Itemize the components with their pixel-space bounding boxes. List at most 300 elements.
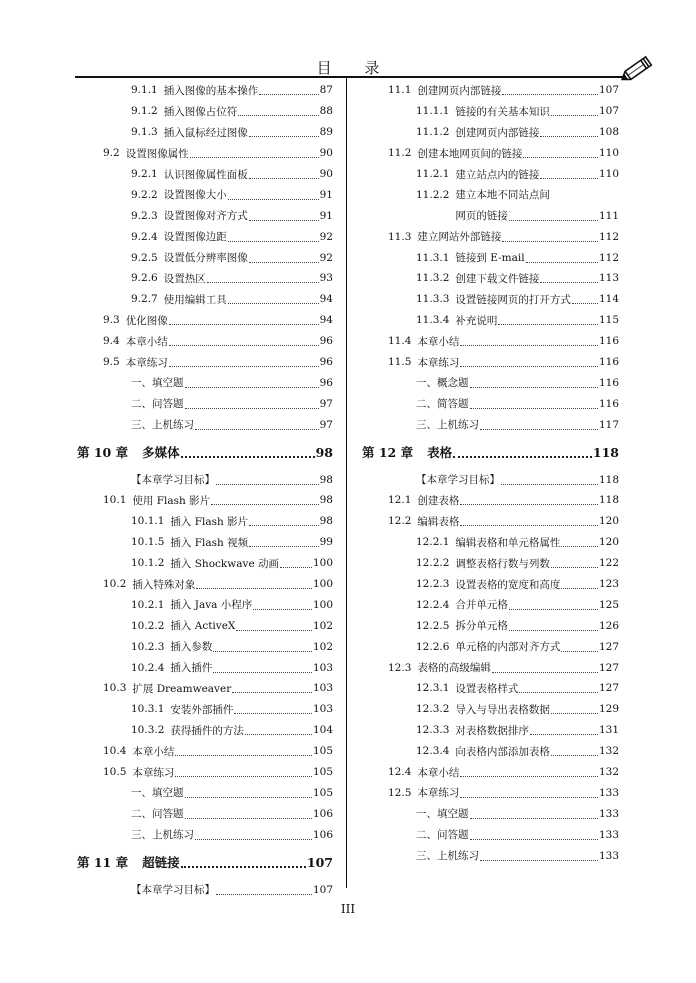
toc-entry[interactable] [77,657,333,678]
toc-entry-title: 合并单元格 [455,599,508,612]
toc-entry-title: 创建表格 [417,494,460,507]
dot-leader [249,261,319,263]
toc-entry-title: 拆分单元格 [455,620,508,633]
toc-entry[interactable] [77,205,333,226]
toc-entry[interactable] [77,469,333,490]
toc-entry-number: 第 10 章 [77,445,129,461]
toc-entry-title: 本章练习 [132,766,175,779]
toc-entry-page: 127 [598,640,619,653]
toc-entry[interactable] [77,824,333,845]
toc-entry[interactable] [362,657,619,678]
toc-entry-title: 二、问答题 [131,398,184,411]
dot-leader [526,261,598,263]
dot-leader [509,608,598,610]
toc-entry[interactable] [77,574,333,595]
toc-chapter-entry[interactable] [362,435,619,469]
toc-entry-number: 9.2.1 [131,168,158,180]
toc-entry[interactable] [362,469,619,490]
dot-leader [228,240,319,242]
toc-entry-number: 9.2.4 [131,230,158,243]
toc-entry-number: 9.2 [103,147,120,160]
toc-entry[interactable] [362,636,619,657]
toc-entry-number: 9.1.3 [131,126,158,139]
dot-leader [211,503,319,505]
toc-entry[interactable] [362,594,619,615]
dot-leader [540,281,598,283]
toc-entry-number: 11.3.4 [416,314,450,327]
toc-entry-title: 本章练习 [125,356,168,369]
toc-entry[interactable] [362,615,619,636]
dot-leader [460,503,598,505]
dot-leader [519,691,598,693]
dot-leader [253,608,312,610]
toc-entry[interactable] [77,122,333,143]
toc-entry-title: 插入鼠标经过图像 [163,126,248,139]
toc-entry-page: 115 [598,314,619,327]
toc-entry-number: 12.5 [388,786,412,799]
dot-leader [280,566,312,568]
toc-entry-number: 10.3.2 [131,724,165,737]
toc-entry-page: 90 [319,168,333,180]
toc-entry-number: 9.2.2 [131,188,158,201]
toc-entry-page: 103 [312,661,333,674]
toc-entry-title: 本章小结 [132,745,175,758]
dot-leader [460,524,598,526]
toc-entry-number: 11.3.1 [416,251,450,264]
toc-entry-page: 94 [319,314,333,327]
dot-leader [249,177,319,179]
toc-chapter-entry[interactable] [77,435,333,469]
toc-entry-page: 99 [319,536,333,549]
toc-entry-page: 107 [598,105,619,118]
toc-entry-title: 设置图像边距 [163,231,227,244]
toc-entry-title: 插入 Shockwave 动画 [170,557,279,570]
dot-leader [185,386,319,388]
toc-entry-title: 对表格数据排序 [455,724,529,737]
toc-entry-number: 11.1 [388,84,412,97]
toc-entry[interactable] [77,268,333,289]
toc-entry-page: 129 [598,703,619,716]
toc-entry-title: 插入图像占位符 [163,105,238,118]
toc-entry-number: 11.3.2 [416,272,450,285]
toc-entry[interactable] [77,490,333,511]
toc-entry-page: 111 [598,209,619,222]
dot-leader [249,524,318,526]
toc-entry[interactable] [362,699,619,720]
toc-entry[interactable] [362,226,619,247]
dot-leader [509,219,598,221]
toc-entry-page: 96 [319,356,333,369]
dot-leader [551,114,598,116]
toc-entry-number: 9.5 [103,356,120,369]
toc-entry-title: 获得插件的方法 [170,724,244,737]
toc-entry-number: 9.2.5 [131,251,158,264]
toc-entry[interactable] [362,678,619,699]
toc-entry-title: 创建网页内部链接 [417,84,502,97]
toc-entry-number: 12.3.2 [416,703,450,716]
toc-entry[interactable] [77,636,333,657]
dot-leader [216,483,319,485]
toc-entry-number: 9.4 [103,335,120,348]
toc-entry-page: 96 [319,376,333,389]
toc-entry-page: 125 [598,598,619,611]
toc-entry-number: 第 11 章 [77,855,129,871]
toc-entry[interactable] [77,414,333,435]
toc-entry[interactable] [362,101,619,122]
toc-entry-page: 133 [598,786,619,799]
toc-entry-title: 建立网站外部链接 [417,231,502,244]
toc-entry-number: 10.2.1 [131,598,165,611]
toc-entry-title: 编辑表格和单元格属性 [455,536,561,549]
toc-entry-page: 97 [319,397,333,410]
toc-entry-page: 91 [319,209,333,222]
toc-entry-number: 10.3.1 [131,703,165,716]
dot-leader [460,344,598,346]
toc-entry[interactable] [77,594,333,615]
toc-entry[interactable] [77,762,333,783]
toc-entry-number: 12.2.5 [416,619,450,632]
toc-entry-number: 9.2.6 [131,272,158,285]
toc-entry-page: 118 [598,473,619,486]
toc-entry-page: 98 [319,473,333,486]
toc-entry-title: 插入 Java 小程序 [170,599,253,612]
toc-entry-number: 10.2 [103,578,127,591]
toc-entry-title: 表格 [427,445,453,461]
toc-entry-page: 118 [592,444,619,460]
dot-leader [492,671,598,673]
toc-entry-number: 9.1.1 [131,84,158,97]
toc-entry-title: 【本章学习目标】 [131,884,215,897]
dot-leader [561,587,598,589]
toc-entry-page: 132 [598,745,619,758]
dot-leader [551,712,598,714]
toc-entry-number: 10.1.2 [131,557,165,570]
dot-leader [460,365,598,367]
toc-entry-page: 107 [306,854,333,870]
toc-entry-number: 10.3 [103,682,127,695]
toc-chapter-entry[interactable] [77,845,333,879]
dot-leader [453,455,592,458]
toc-entry-title: 编辑表格 [417,515,460,528]
toc-entry[interactable] [362,720,619,741]
toc-entry-title: 优化图像 [125,314,168,327]
toc-entry-title: 链接的有关基本知识 [455,105,550,118]
toc-entry[interactable] [77,226,333,247]
toc-entry-page: 92 [319,251,333,264]
toc-entry[interactable] [362,741,619,762]
toc-entry-page: 106 [312,828,333,841]
toc-entry-title: 三、上机练习 [131,829,194,842]
toc-entry-number: 10.5 [103,766,127,779]
toc-entry-page: 110 [598,147,619,160]
dot-leader [470,817,598,819]
toc-entry-title: 设置图像对齐方式 [163,210,248,223]
dot-leader [561,650,598,652]
toc-entry-title: 多媒体 [142,445,180,461]
toc-entry[interactable] [362,845,619,866]
dot-leader [181,455,315,458]
toc-entry[interactable] [362,532,619,553]
toc-entry-title: 插入特殊对象 [132,578,196,591]
toc-entry-title: 本章小结 [417,766,460,779]
toc-entry[interactable] [77,553,333,574]
toc-entry-number: 11.4 [388,335,412,348]
dot-leader [540,177,598,179]
toc-entry-page: 88 [319,105,333,118]
toc-entry[interactable] [77,289,333,310]
toc-entry-page: 105 [312,786,333,799]
toc-entry-page: 120 [598,536,619,549]
toc-entry[interactable] [362,783,619,804]
toc-entry[interactable] [77,310,333,331]
toc-entry-title: 二、问答题 [131,808,184,821]
toc-entry-page: 104 [312,724,333,737]
dot-leader [245,733,312,735]
toc-entry-page: 98 [319,515,333,528]
dot-leader [460,796,598,798]
toc-entry[interactable] [77,678,333,699]
toc-entry[interactable] [362,352,619,373]
page-title: 目 录 [316,59,394,77]
toc-entry-page: 120 [598,515,619,528]
toc-entry-title: 三、上机练习 [416,850,479,863]
dot-leader [169,344,319,346]
dot-leader [480,428,598,430]
toc-entry[interactable] [77,247,333,268]
toc-entry-page: 94 [319,293,333,306]
dot-leader [216,893,312,895]
toc-entry[interactable] [77,615,333,636]
toc-entry[interactable] [362,490,619,511]
toc-entry-title: 设置链接网页的打开方式 [455,293,571,306]
toc-entry-title: 补充说明 [455,314,498,327]
toc-entry[interactable] [362,268,619,289]
toc-entry-number: 9.2.7 [131,293,158,306]
toc-entry-page: 107 [598,84,619,97]
toc-entry-page: 100 [312,598,333,611]
toc-entry[interactable] [362,553,619,574]
dot-leader [470,838,598,840]
toc-entry-title: 插入 Flash 影片 [170,515,249,528]
toc-entry-page: 102 [312,640,333,653]
toc-entry-number: 10.2.3 [131,640,165,653]
toc-entry-title: 表格的高级编辑 [417,662,491,675]
toc-entry-title: 创建网页内部链接 [455,126,540,139]
toc-entry-title: 扩展 Dreamweaver [132,682,232,695]
toc-entry[interactable] [362,803,619,824]
toc-entry[interactable] [362,511,619,532]
toc-entry[interactable] [362,824,619,845]
dot-leader [249,219,319,221]
toc-entry-number: 12.2.6 [416,640,450,653]
toc-entry-number: 11.1.1 [416,105,450,118]
dot-leader [175,775,312,777]
toc-entry-page: 127 [598,682,619,695]
toc-entry-title: 一、填空题 [131,377,184,390]
toc-entry[interactable] [77,699,333,720]
toc-entry-number: 第 12 章 [362,445,414,461]
toc-entry-page: 133 [598,828,619,841]
toc-entry-title: 安装外部插件 [170,703,234,716]
toc-entry-title: 设置热区 [163,272,206,285]
toc-entry[interactable] [77,393,333,414]
toc-entry[interactable] [362,289,619,310]
toc-entry[interactable] [362,331,619,352]
toc-entry[interactable] [77,720,333,741]
toc-entry[interactable] [362,310,619,331]
dot-leader [480,859,598,861]
toc-entry-number: 10.2.4 [131,661,165,674]
toc-entry-page: 116 [598,376,619,389]
toc-entry[interactable] [362,164,619,185]
dot-leader [249,545,318,547]
toc-entry-page: 112 [598,230,619,243]
toc-entry-title: 本章练习 [417,356,460,369]
toc-entry[interactable] [77,803,333,824]
toc-entry[interactable] [362,122,619,143]
dot-leader [185,407,319,409]
page-number: III [340,902,356,916]
toc-entry-number: 12.2.4 [416,598,450,611]
toc-entry-title: 超链接 [142,855,180,871]
toc-entry[interactable] [77,783,333,804]
header-rule [75,76,630,78]
toc-entry-number: 12.3.4 [416,745,450,758]
toc-entry-page: 103 [312,703,333,716]
toc-entry-title: 本章练习 [417,787,460,800]
toc-entry[interactable] [77,372,333,393]
toc-entry-title: 三、上机练习 [131,419,194,432]
toc-entry[interactable] [362,205,619,226]
toc-entry-page: 90 [319,147,333,160]
toc-entry-number: 11.3 [388,230,412,243]
dot-leader [195,838,312,840]
toc-entry-page: 133 [598,849,619,862]
toc-entry-page: 127 [598,661,619,674]
toc-entry-page: 107 [312,883,333,896]
toc-entry[interactable] [77,511,333,532]
toc-entry-title: 一、填空题 [416,808,469,821]
toc-entry[interactable] [77,532,333,553]
toc-entry[interactable] [77,879,333,900]
toc-entry-number: 11.5 [388,356,412,369]
toc-entry[interactable] [77,352,333,373]
toc-entry-number: 12.2.1 [416,536,450,549]
toc-entry-number: 12.3 [388,661,412,674]
toc-entry[interactable] [77,80,333,101]
toc-entry-number: 10.1.1 [131,515,165,528]
toc-entry[interactable] [77,741,333,762]
dot-leader [195,428,319,430]
toc-entry[interactable] [362,143,619,164]
dot-leader [572,302,598,304]
toc-entry-title: 使用 Flash 影片 [132,494,211,507]
toc-entry-title: 设置低分辨率图像 [163,252,248,265]
toc-entry[interactable] [362,574,619,595]
dot-leader [523,156,598,158]
toc-entry-page: 105 [312,766,333,779]
dot-leader [238,114,318,116]
dot-leader [501,483,598,485]
toc-entry[interactable] [362,80,619,101]
toc-entry[interactable] [77,331,333,352]
dot-leader [234,712,312,714]
dot-leader [551,754,598,756]
toc-entry-title: 本章小结 [417,335,460,348]
toc-entry[interactable] [362,762,619,783]
toc-entry-page: 122 [598,557,619,570]
toc-entry-title: 设置表格样式 [455,682,519,695]
toc-entry-page: 106 [312,807,333,820]
toc-entry-title: 本章小结 [125,335,168,348]
toc-entry-number: 9.1.2 [131,105,158,118]
toc-entry-number: 11.3.3 [416,293,450,306]
toc-entry[interactable] [362,184,619,205]
toc-entry-title: 设置表格的宽度和高度 [455,578,561,591]
toc-entry-number: 10.4 [103,745,127,758]
toc-entry[interactable] [77,184,333,205]
dot-leader [561,545,598,547]
toc-entry[interactable] [362,414,619,435]
toc-entry-page: 92 [319,230,333,243]
toc-entry[interactable] [77,143,333,164]
toc-entry-title: 一、概念题 [416,377,469,390]
toc-entry-title: 建立本地不同站点间 [455,189,550,202]
toc-entry-page: 93 [319,272,333,285]
toc-entry-page: 96 [319,335,333,348]
toc-entry-number: 12.3.1 [416,682,450,695]
toc-entry-number: 12.2.3 [416,578,450,591]
toc-entry-number: 10.1 [103,494,127,507]
column-divider [346,78,347,888]
toc-entry-title: 三、上机练习 [416,419,479,432]
dot-leader [502,93,598,95]
dot-leader [169,323,319,325]
dot-leader [185,796,312,798]
dot-leader [228,302,319,304]
toc-entry-title: 创建下载文件链接 [455,272,540,285]
toc-entry-title: 设置图像属性 [125,147,189,160]
toc-entry-page: 131 [598,724,619,737]
dot-leader [551,566,598,568]
toc-entry-number: 9.3 [103,314,120,327]
toc-entry[interactable] [362,247,619,268]
toc-entry-title: 【本章学习目标】 [131,474,215,487]
toc-entry-page: 116 [598,356,619,369]
toc-entry-number: 10.1.5 [131,536,165,549]
dot-leader [236,629,312,631]
toc-entry-page: 110 [598,168,619,180]
toc-entry-title: 【本章学习目标】 [416,474,500,487]
toc-entry-page: 118 [598,494,619,507]
dot-leader [470,386,598,388]
toc-entry-page: 112 [598,251,619,264]
toc-entry[interactable] [77,164,333,185]
toc-entry-title: 插入 Flash 视频 [170,536,249,549]
toc-entry-number: 11.1.2 [416,126,450,139]
toc-entry-title: 二、简答题 [416,398,469,411]
toc-entry[interactable] [362,372,619,393]
toc-entry-page: 105 [312,745,333,758]
toc-entry-page: 126 [598,619,619,632]
dot-leader [175,754,312,756]
dot-leader [228,198,319,200]
toc-entry[interactable] [362,393,619,414]
toc-entry-page: 116 [598,335,619,348]
toc-entry-title: 设置图像大小 [163,189,227,202]
toc-entry[interactable] [77,101,333,122]
toc-entry-page: 98 [319,494,333,507]
